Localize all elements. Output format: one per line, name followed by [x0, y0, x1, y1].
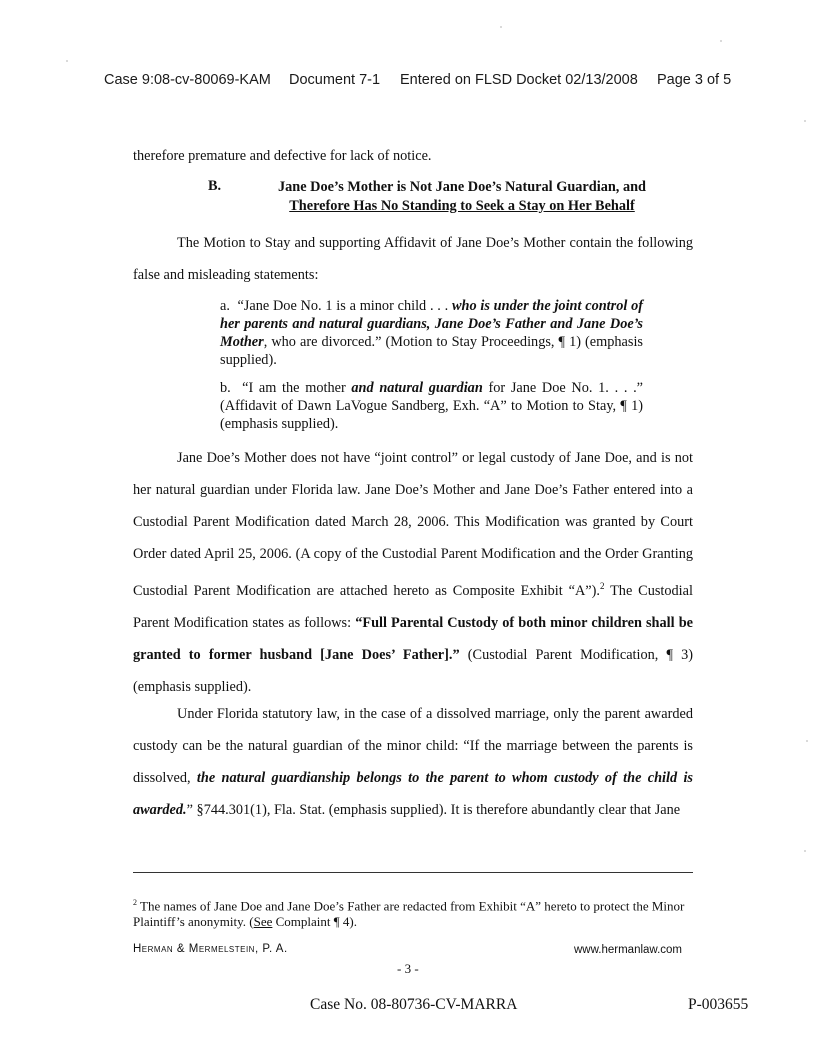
paragraph-custody	[133, 442, 693, 703]
section-heading-line1: Jane Doe’s Mother is Not Jane Doe’s Natural Guardian, and	[277, 179, 646, 195]
scan-speck	[500, 26, 502, 28]
paragraph-statute-part1: Under Florida statutory law, in the case of a dissolved marriage, only the parent awarded custody can be the natural guardian of the minor child: “If the marriage between the parents is dissolved,	[133, 706, 693, 786]
quote-a-open: “Jane Doe No. 1 is a minor child . . .	[237, 298, 452, 314]
docket-header-entered: Entered on FLSD Docket 02/13/2008	[400, 72, 638, 88]
docket-header-document: Document 7-1	[289, 72, 381, 88]
paragraph-intro-statements: The Motion to Stay and supporting Affidavit of Jane Doe’s Mother contain the following false and misleading statements:	[133, 235, 693, 283]
intro-line: therefore premature and defective for lack of notice.	[133, 148, 432, 164]
paragraph-custody-part3: (Custodial Parent Modification, ¶ 3) (emphasis supplied).	[133, 646, 694, 695]
footer-firm-name: Herman & Mermelstein, P. A.	[133, 943, 288, 955]
scan-speck	[804, 850, 806, 852]
quote-a-close: , who are divorced.” (Motion to Stay Proceedings, ¶ 1) (emphasis supplied).	[220, 334, 643, 368]
paragraph-custody-part1: Jane Doe’s Mother does not have “joint control” or legal custody of Jane Doe, and is not her natural guardian under Florida law. Jane Doe’s Mother and Jane Doe’s Father entered into a Custodial Parent Modification dated March 28, 2006. This Modification was granted by Court Order dated April 25, 2006. (A copy of the Custodial Parent Modification and the Order Granting Custodial Parent Modification are attached hereto as Composite Exhibit “A”).	[133, 450, 693, 599]
section-heading	[252, 178, 672, 216]
footnote-text-part1: The names of Jane Doe and Jane Doe’s Father are redacted from Exhibit “A” hereto to protect the Minor Plaintiff’s anonymity. (	[133, 898, 685, 930]
stamp-case-number: Case No. 08-80736-CV-MARRA	[310, 996, 518, 1013]
paragraph-custody-part2: The Custodial Parent Modification states as follows:	[133, 582, 693, 631]
quote-b	[220, 379, 643, 433]
quote-b-open: “I am the mother	[242, 380, 352, 396]
section-heading-line2: Therefore Has No Standing to Seek a Stay on Her Behalf	[289, 198, 635, 214]
footnote-ref-2: 2	[599, 581, 605, 591]
scan-speck	[720, 40, 722, 42]
footnote-separator	[133, 872, 693, 873]
quote-a-emphasis: who is under the joint control of her parents and natural guardians, Jane Doe’s Father and Jane Doe’s Mother	[220, 298, 644, 350]
footnote-number: 2	[133, 898, 137, 907]
paragraph-statute-emphasis: the natural guardianship belongs to the parent to whom custody of the child is awarded.	[133, 770, 693, 818]
section-letter: B.	[208, 178, 222, 194]
stamp-bates-number: P-003655	[688, 996, 749, 1013]
quote-a-label: a.	[220, 298, 230, 314]
quote-b-close: for Jane Doe No. 1. . . .” (Affidavit of Dawn LaVogue Sandberg, Exh. “A” to Motion to Stay, ¶ 1) (emphasis supplied).	[220, 380, 644, 432]
footer-page-number: - 3 -	[397, 961, 419, 976]
scan-speck	[804, 120, 806, 122]
footnote-see: See	[253, 914, 273, 930]
paragraph-statute	[133, 698, 693, 826]
paragraph-custody-bold: “Full Parental Custody of both minor children shall be granted to former husband [Jane Does’ Father].”	[133, 614, 693, 663]
quote-a	[220, 297, 643, 369]
footnote-2	[133, 895, 693, 930]
quote-b-emphasis: and natural guardian	[351, 380, 483, 396]
footnote-text-part2: Complaint ¶ 4).	[272, 914, 357, 930]
paragraph-statute-part2: ” §744.301(1), Fla. Stat. (emphasis supplied). It is therefore abundantly clear that Jane	[186, 802, 681, 818]
footer-website: www.hermanlaw.com	[574, 944, 683, 956]
docket-header-case: Case 9:08-cv-80069-KAM	[104, 72, 271, 88]
docket-header-page: Page 3 of 5	[657, 72, 732, 88]
scan-speck	[66, 60, 68, 62]
scan-speck	[806, 740, 808, 742]
quote-b-label: b.	[220, 380, 231, 396]
